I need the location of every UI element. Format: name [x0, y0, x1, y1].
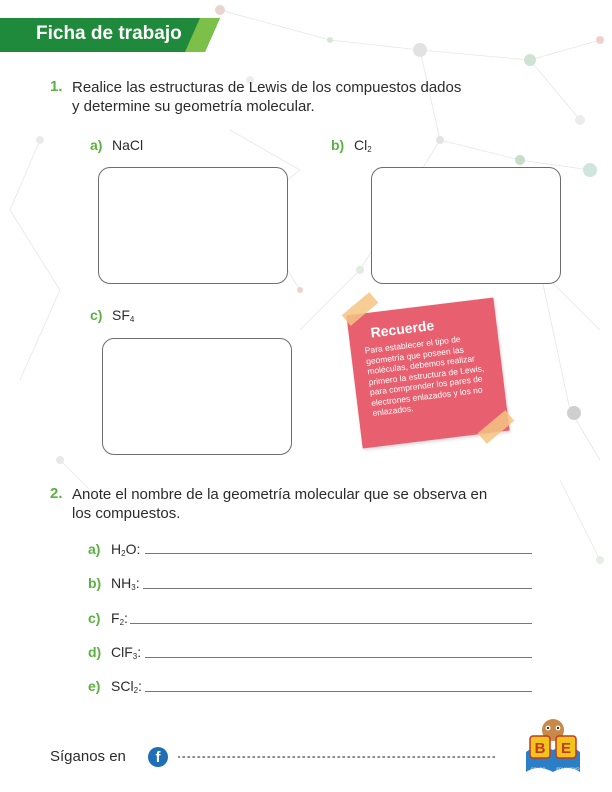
answer-line-b[interactable] — [143, 588, 532, 589]
question-2-text-line1: Anote el nombre de la geometría molecular que se observa en — [72, 486, 488, 503]
dotted-divider — [178, 756, 496, 758]
q2-item-e-compound: SCl$_2$: — [111, 678, 142, 695]
q2-item-a-compound: $H_2O$: — [111, 541, 141, 558]
answer-line-d[interactable] — [145, 657, 532, 658]
svg-text:GRUPO: GRUPO — [530, 766, 546, 771]
svg-text:B: B — [534, 740, 546, 757]
question-1-text-line1: Realice las estructuras de Lewis de los compuestos dados — [72, 79, 462, 96]
q2-item-b-letter: b) — [88, 575, 102, 591]
answer-box-c[interactable] — [102, 338, 292, 455]
q2-item-c-letter: c) — [88, 610, 101, 626]
answer-line-e[interactable] — [145, 691, 532, 692]
svg-text:E: E — [560, 740, 572, 757]
q2-item-c-compound: $F_2$: — [111, 610, 128, 627]
footer-follow-text: Síganos en — [50, 748, 126, 765]
question-1-number: 1. — [50, 78, 63, 95]
facebook-icon[interactable]: f — [148, 747, 168, 767]
reminder-title: Recuerde — [369, 316, 435, 341]
q2-item-a-letter: a) — [88, 541, 101, 557]
q2-item-e-letter: e) — [88, 678, 101, 694]
answer-line-c[interactable] — [130, 623, 532, 624]
item-c-letter: c) — [90, 307, 103, 323]
q2-item-b-compound: $NH_3$: — [111, 575, 140, 592]
item-c-compound: $SF_4$ — [112, 307, 135, 324]
question-2-number: 2. — [50, 485, 63, 502]
answer-line-a[interactable] — [145, 553, 532, 554]
q2-item-d-compound: ClF$_3$: — [111, 644, 142, 661]
question-1-text-line2: y determine su geometría molecular. — [72, 98, 315, 115]
q2-item-d-letter: d) — [88, 644, 102, 660]
item-a-letter: a) — [90, 137, 103, 153]
reminder-text: Para establecer el tipo de geometría que poseen las moléculas, debemos realizar primero la estructura de Lewis, para comprender los pares de electrones enlazados y los no enlazados. — [364, 333, 485, 419]
item-b-letter: b) — [331, 137, 345, 153]
answer-box-b[interactable] — [371, 167, 561, 284]
question-2-text-line2: los compuestos. — [72, 505, 181, 522]
item-b-compound: $Cl_2$ — [354, 137, 372, 154]
page-title: Ficha de trabajo — [36, 23, 182, 44]
svg-text:EDUCATIVO: EDUCATIVO — [556, 766, 580, 771]
publisher-logo — [518, 712, 588, 782]
item-a-compound: NaCl — [112, 137, 144, 153]
answer-box-a[interactable] — [98, 167, 288, 284]
